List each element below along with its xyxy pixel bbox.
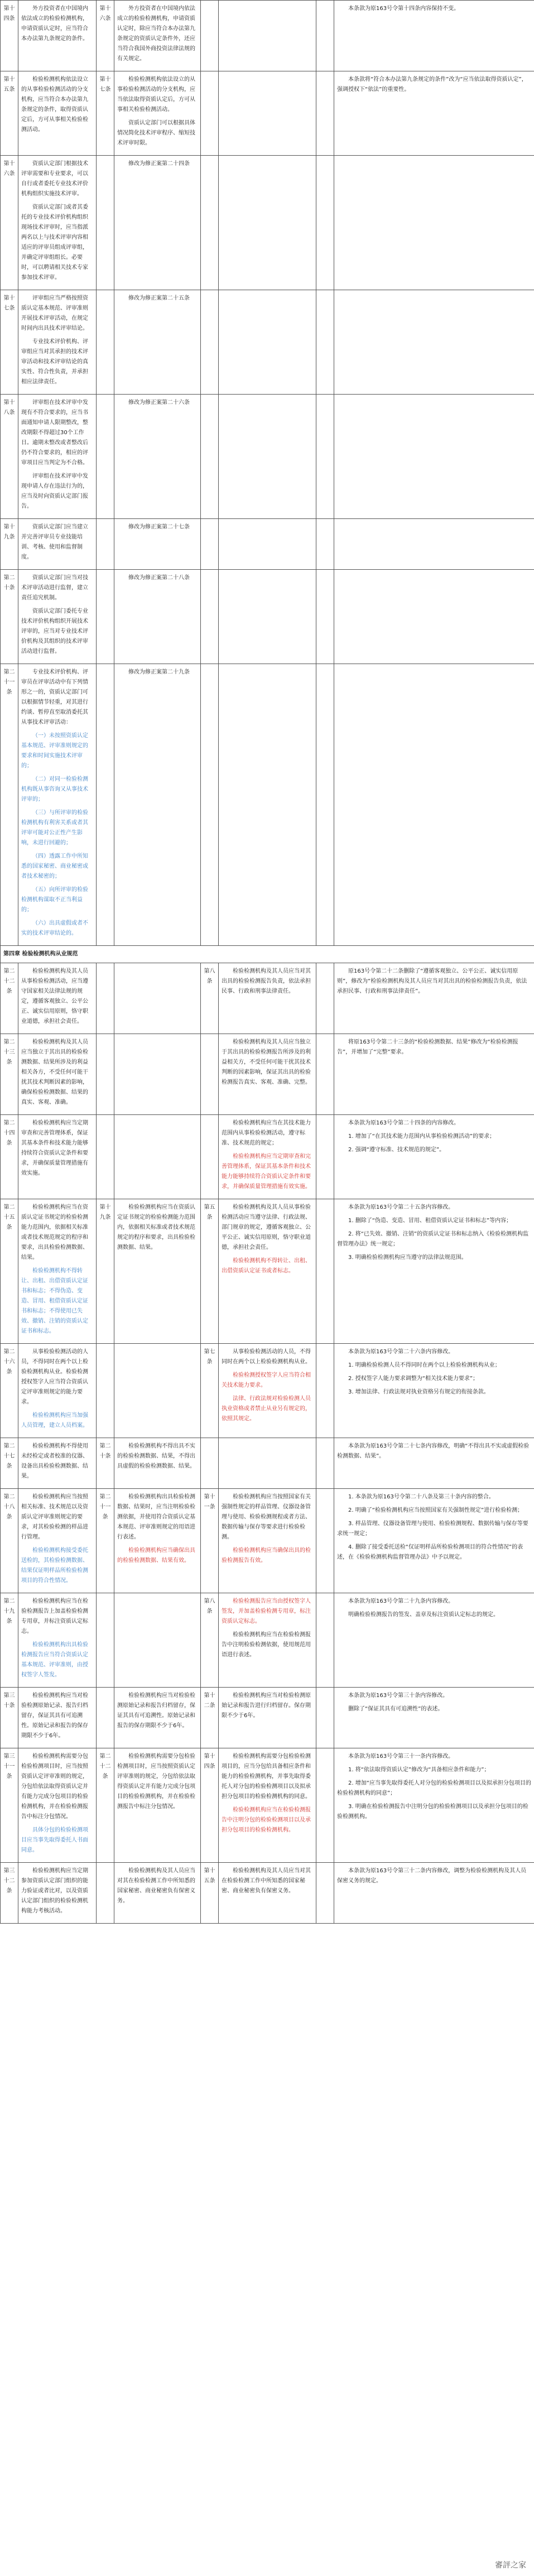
cell-c6 — [219, 1688, 316, 1748]
table-row — [1, 1748, 534, 1863]
cell-c6 — [219, 1593, 316, 1688]
cell-c4 — [114, 1344, 201, 1438]
cell-c8 — [334, 1344, 534, 1438]
cell-c7 — [316, 1199, 334, 1344]
cell-c4 — [114, 1593, 201, 1688]
cell-c3 — [97, 664, 114, 946]
cell-c7 — [316, 519, 334, 570]
cell-c4 — [114, 1489, 201, 1593]
cell-c4 — [114, 570, 201, 664]
cell-c5 — [201, 71, 219, 156]
clause-paragraph: 本条款为原163号令第三十二条内容修改，调整为检验检测机构及其人员保密义务的规定。 — [337, 1868, 527, 1884]
clause-paragraph: 检验检测机构需要分包检验检测项目时，应当按照资质认定评审准则的规定，分包给依法取得资质认定并有能力完成分包项目的检验检测机构，并在检验检测报告中标注分包情况。 — [117, 1753, 195, 1810]
cell-c1: 第十五条 — [1, 71, 18, 156]
cell-c8 — [334, 395, 534, 519]
clause-paragraph: 2. 强调“遵守标准、技术规范的规定”。 — [348, 1147, 445, 1153]
cell-c6 — [219, 1438, 316, 1489]
cell-c4 — [114, 963, 201, 1034]
clause-paragraph: 资质认定部门或者其委托的专业技术评价机构组织现场技术评审时，应当指派两名以上与技术评审内容相适应的评审员组成评审组，并确定评审组组长。必要时，可以聘请相关技术专家参加技术评审。 — [21, 204, 88, 281]
cell-c1: 第十六条 — [1, 156, 18, 290]
cell-c2 — [18, 519, 97, 570]
cell-c2 — [18, 290, 97, 395]
cell-c8 — [334, 1438, 534, 1489]
cell-c7 — [316, 1863, 334, 1924]
cell-c4 — [114, 1115, 201, 1199]
cell-c6 — [219, 156, 316, 290]
clause-paragraph: 1. 将“依法取得资质认定”修改为“具备相应条件和能力”； — [348, 1767, 490, 1773]
clause-paragraph: 1. 删除了“伪造、变造、冒用、租借资质认定证书和标志”等内容； — [348, 1218, 512, 1224]
clause-paragraph: 检验检测机构及其人员应当独立于其出具的检验检测报告所涉及的利益相关方，不受任何可能干扰其技术判断的因素影响，保证其出具的检验检测报告真实、客观、准确、完整。 — [222, 1039, 311, 1085]
cell-c3 — [97, 1344, 114, 1438]
clause-paragraph: （四）透露工作中所知悉的国家秘密、商业秘密或者技术秘密的； — [21, 853, 88, 880]
watermark: 審評之家 — [492, 2558, 530, 2572]
cell-c4 — [114, 1863, 201, 1924]
clause-paragraph: 检验检测机构及其人员应当对其出具的检验检测报告负责，依法承担民事、行政和刑事法律责任。 — [222, 968, 311, 994]
cell-c7 — [316, 156, 334, 290]
cell-c1: 第二十一条 — [1, 664, 18, 946]
cell-c4 — [114, 1688, 201, 1748]
table-row — [1, 1115, 534, 1199]
clause-paragraph: 检验检测机构应当对检验检测原始记录和报告归档留存，保证其具有可追溯性。原始记录和报告的保存期限不少于6年。 — [117, 1693, 195, 1729]
clause-paragraph: 修改为修正案第二十七条 — [128, 524, 190, 530]
cell-c1: 第三十条 — [1, 1688, 18, 1748]
clause-paragraph: 1. 增加了“在其技术能力范围内从事检验检测活动”的要求； — [348, 1133, 495, 1140]
clause-paragraph: 修改为修正案第二十九条 — [128, 669, 190, 675]
clause-paragraph: 检验检测机构应当加强人员管理，建立人员档案。 — [21, 1412, 88, 1429]
cell-c7 — [316, 71, 334, 156]
clause-paragraph: （三）与所评审的检验检测机构有利害关系或者其评审可能对公正性产生影响，未进行回避的； — [21, 810, 88, 846]
cell-c5: 第七条 — [201, 1344, 219, 1438]
cell-c2 — [18, 1688, 97, 1748]
cell-c6 — [219, 1748, 316, 1863]
cell-c1: 第二十条 — [1, 570, 18, 664]
cell-c3 — [97, 963, 114, 1034]
cell-c3 — [97, 1688, 114, 1748]
clause-paragraph: 外方投资者在中国境内依法成立的检验检测机构，申请资质认定时，应当符合本办法第九条规定的条件。 — [21, 6, 88, 42]
clause-paragraph: 检验检测机构需要分包检验检测项目的，应当分包给具备相应条件和能力的检验检测机构，并事先取得委托人对分包的检验检测项目以及拟承担分包项目的检验检测机构的同意。 — [222, 1753, 311, 1800]
cell-c2 — [18, 1593, 97, 1688]
table-row — [1, 963, 534, 1034]
cell-c4 — [114, 1438, 201, 1489]
cell-c8 — [334, 290, 534, 395]
clause-paragraph: 检验检测机构应当在检验检测报告中注明检验检测依据，使用规范用语进行表述。 — [222, 1632, 311, 1658]
clause-paragraph: 3. 样品管理、仪器设备管理与使用、检验检测规程、数据传输与保存等要求统一规定； — [337, 1521, 528, 1537]
cell-c2 — [18, 1438, 97, 1489]
clause-paragraph: 1. 明确检验检测人员不得同时在两个以上检验检测机构从业； — [348, 1362, 501, 1368]
clause-paragraph: 检验检测机构应当按照相关标准、技术规范以及资质认定评审准则规定的要求，对其检验检测的样品进行管理。 — [21, 1494, 88, 1540]
cell-c7 — [316, 290, 334, 395]
clause-paragraph: 检验检测授权签字人应当符合相关技术能力要求。 — [222, 1372, 311, 1388]
cell-c2 — [18, 963, 97, 1034]
table-row — [1, 1688, 534, 1748]
cell-c2 — [18, 156, 97, 290]
cell-c2 — [18, 1748, 97, 1863]
cell-c2 — [18, 570, 97, 664]
cell-c6 — [219, 1863, 316, 1924]
cell-c8 — [334, 664, 534, 946]
cell-c3 — [97, 1863, 114, 1924]
clause-paragraph: 2. 增加“应当事先取得委托人对分包的检验检测项目以及拟承担分包项目的检验检测机构的同意”； — [337, 1780, 531, 1796]
clause-paragraph: 检验检测机构及其人员应当对其在检验检测工作中所知悉的国家秘密、商业秘密负有保密义务。 — [117, 1868, 195, 1904]
clause-paragraph: 2. 明确了“检验检测机构应当按照国家有关强制性规定”进行检验检测； — [348, 1507, 523, 1513]
clause-paragraph: 4. 删除了接受委托送检“仅证明样品所检验检测项目的符合性情况”的表述，在《检验检测机构监督管理办法》中予以规定。 — [337, 1544, 523, 1560]
section-header-body — [1, 946, 534, 963]
clause-paragraph: 具体分包的检验检测项目应当事先取得委托人书面同意。 — [21, 1827, 88, 1853]
clause-paragraph: 本条款为原163号令第三十一条内容修改。 — [348, 1753, 454, 1760]
cell-c6 — [219, 1199, 316, 1344]
cell-c5 — [201, 1438, 219, 1489]
clause-paragraph: 评审组在技术评审中发现申请人存在违法行为的，应当及时向资质认定部门报告。 — [21, 473, 88, 510]
cell-c4 — [114, 395, 201, 519]
section-header-row — [1, 946, 534, 963]
clause-paragraph: 资质认定部门根据技术评审需要和专业要求，可以自行或者委托专业技术评价机构组织实施技术评审。 — [21, 161, 88, 197]
clause-paragraph: 检验检测机构应当在检验检测报告中注明分包的检验检测项目以及承担分包项目的检验检测机构。 — [222, 1807, 311, 1833]
cell-c8 — [334, 519, 534, 570]
clause-paragraph: 删除了“保证其具有可追溯性”的表述。 — [348, 1706, 444, 1712]
table-row — [1, 664, 534, 946]
cell-c1: 第二十四条 — [1, 1115, 18, 1199]
cell-c7 — [316, 1688, 334, 1748]
cell-c2 — [18, 71, 97, 156]
cell-c1: 第二十五条 — [1, 1199, 18, 1344]
cell-c5 — [201, 290, 219, 395]
clause-paragraph: 检验检测机构应当确保出具的检验检测报告有效。 — [222, 1547, 311, 1564]
cell-c6 — [219, 963, 316, 1034]
clause-paragraph: 检验检测机构应当定期参加资质认定部门组织的能力验证或者比对，以及资质认定部门组织的检验检测机构能力考核活动。 — [21, 1868, 88, 1914]
clause-paragraph: 专业技术评价机构、评审组应当对其承担的技术评审活动和技术评审结论的真实性、符合性负责，并承担相应法律责任。 — [21, 339, 88, 385]
cell-c8 — [334, 1489, 534, 1593]
clause-paragraph: 2. 将“已失效、撤销、注销”的资质认定证书和标志纳入《检验检测机构监督管理办法》统一规定； — [337, 1231, 529, 1247]
section-title: 第四章 检验检测机构从业规范 — [1, 946, 534, 963]
clause-paragraph: （五）向所评审的检验检测机构谋取不正当利益的； — [21, 887, 88, 913]
clause-paragraph: 检验检测机构应当对检验检测原始记录和报告进行归档留存。保存期限不少于6年。 — [222, 1693, 311, 1719]
clause-paragraph: 检验检测机构出具检验检测数据、结果时，应当注明检验检测依据，并使用符合资质认定基本规范、评审准则规定的用语进行表述。 — [117, 1494, 195, 1540]
cell-c7 — [316, 395, 334, 519]
table-row — [1, 1, 534, 71]
cell-c8 — [334, 1, 534, 71]
clause-paragraph: 3. 明确检验检测机构应当遵守的法律法规范围。 — [348, 1255, 467, 1261]
table-row — [1, 1199, 534, 1344]
cell-c5 — [201, 1115, 219, 1199]
clause-paragraph: 检验检测机构接受委托送检的，其检验检测数据、结果仅证明样品所检验检测项目的符合性情况。 — [21, 1547, 88, 1584]
cell-c5 — [201, 1, 219, 71]
cell-c7 — [316, 1489, 334, 1593]
clause-paragraph: 3. 明确在检验检测报告中注明分包的检验检测项目以及承担分包项目的检验检测机构。 — [337, 1804, 528, 1820]
cell-c6 — [219, 395, 316, 519]
cell-c2 — [18, 1863, 97, 1924]
cell-c7 — [316, 1438, 334, 1489]
clause-paragraph: 本条款为原163号令第三十条内容修改。 — [348, 1693, 449, 1699]
clause-paragraph: 检验检测机构依法设立的从事检验检测活动的分支机构，应当符合本办法第九条规定的条件，取得资质认定后，方可从事相关检验检测活动。 — [21, 76, 88, 133]
cell-c8 — [334, 71, 534, 156]
clause-paragraph: 检验检测机构及其人员应当独立于其出具的检验检测数据、结果所涉及的利益相关各方，不受任何可能干扰其技术判断因素的影响，确保检验检测数据、结果的真实、客观、准确。 — [21, 1039, 88, 1106]
cell-c5 — [201, 1034, 219, 1115]
cell-c7 — [316, 1593, 334, 1688]
cell-c4 — [114, 1748, 201, 1863]
cell-c6 — [219, 519, 316, 570]
cell-c8 — [334, 570, 534, 664]
cell-c7 — [316, 1034, 334, 1115]
cell-c2 — [18, 1344, 97, 1438]
cell-c5 — [201, 156, 219, 290]
cell-c1: 第二十六条 — [1, 1344, 18, 1438]
cell-c3: 第十七条 — [97, 71, 114, 156]
table-row — [1, 1344, 534, 1438]
clause-paragraph: 将原163号令第二十三条的“检验检测数据、结果”修改为“检验检测报告”，并增加了“完整”要求。 — [337, 1039, 518, 1055]
clause-paragraph: 外方投资者在中国境内依法成立的检验检测机构，申请资质认定时，除应当符合本办法第九条规定的资质认定条件外，还应当符合我国外商投资法律法规的有关规定。 — [117, 6, 195, 62]
cell-c2 — [18, 395, 97, 519]
cell-c3 — [97, 519, 114, 570]
cell-c3: 第二十一条 — [97, 1489, 114, 1593]
cell-c1: 第三十一条 — [1, 1748, 18, 1863]
clause-paragraph: 从事检验检测活动的人员，不得同时在两个以上检验检测机构从业。 — [222, 1349, 311, 1365]
clause-paragraph: 评审组应当严格按照资质认定基本规范、评审准则开展技术评审活动，在规定时间内出具技术评审结论。 — [21, 295, 88, 331]
cell-c1: 第二十二条 — [1, 963, 18, 1034]
cell-c5: 第十五条 — [201, 1863, 219, 1924]
clause-paragraph: 2. 授权签字人能力要求调整为“相关技术能力要求”； — [348, 1376, 479, 1382]
cell-c5: 第五条 — [201, 1199, 219, 1344]
cell-c6 — [219, 1, 316, 71]
cell-c6 — [219, 1115, 316, 1199]
cell-c7 — [316, 963, 334, 1034]
cell-c8 — [334, 1115, 534, 1199]
clause-paragraph: 本条款将“符合本办法第九条规定的条件”改为“应当依法取得资质认定”，强调授权下“依法”的重要性。 — [337, 76, 527, 93]
clause-paragraph: 检验检测机构需要分包检验检测项目时，应当按照资质认定评审准则的规定，分包给依法取得资质认定并有能力完成分包项目的检验检测机构，并在检验检测报告中标注分包情况。 — [21, 1753, 88, 1820]
table-row — [1, 156, 534, 290]
clause-paragraph: 原163号令第二十二条删除了“遵循客观独立、公平公正、诚实信用原则”，修改为“检验检测机构及其人员应当对其出具的检验检测报告负责，依法承担民事、行政和刑事法律责任”。 — [337, 968, 527, 994]
cell-c5: 第八条 — [201, 963, 219, 1034]
cell-c3 — [97, 156, 114, 290]
cell-c3 — [97, 290, 114, 395]
clause-paragraph: 检验检测机构及其人员应当对其在检验检测工作中所知悉的国家秘密、商业秘密负有保密义务。 — [222, 1868, 311, 1894]
cell-c2 — [18, 1199, 97, 1344]
table-row — [1, 1034, 534, 1115]
table-body-part-2 — [1, 963, 534, 1924]
cell-c3 — [97, 1115, 114, 1199]
clause-paragraph: 检验检测机构及其人员从事检验检测活动，应当遵守国家相关法律法规的规定，遵循客观独立、公平公正、诚实信用原则，恪守职业道德，承担社会责任。 — [21, 968, 88, 1025]
cell-c6 — [219, 664, 316, 946]
clause-paragraph: 检验检测机构应当在资质认定证书规定的检验检测能力范围内，依据相关标准或者技术规范规定的程序和要求，出具检验检测数据、结果。 — [21, 1204, 88, 1261]
cell-c5 — [201, 664, 219, 946]
clause-paragraph: 本条款为原163号令第二十九条内容修改。 — [348, 1598, 454, 1604]
clause-paragraph: （一）未按照资质认定基本规范、评审准则规定的要求和时间实施技术评审的； — [21, 733, 88, 769]
cell-c1: 第十九条 — [1, 519, 18, 570]
clause-paragraph: 资质认定部门应当建立并完善评审员专业技能培训、考核、使用和监督制度。 — [21, 524, 88, 560]
cell-c1: 第二十七条 — [1, 1438, 18, 1489]
cell-c2 — [18, 1034, 97, 1115]
cell-c6 — [219, 71, 316, 156]
cell-c3: 第二十条 — [97, 1438, 114, 1489]
cell-c6 — [219, 290, 316, 395]
cell-c1: 第十八条 — [1, 395, 18, 519]
table-row — [1, 1593, 534, 1688]
clause-paragraph: 检验检测机构应当定期审查和完善管理体系，保证其基本条件和技术能力能够持续符合资质认定条件和要求，并确保质量管理措施有效实施。 — [222, 1154, 311, 1190]
cell-c6 — [219, 1489, 316, 1593]
cell-c3 — [97, 1593, 114, 1688]
clause-paragraph: 本条款为原163号令第二十五条内容修改。 — [348, 1204, 454, 1210]
cell-c7 — [316, 1748, 334, 1863]
cell-c4 — [114, 1, 201, 71]
clause-paragraph: 检验检测机构不得使用未经检定或者校准的仪器、设备出具检验检测数据、结果。 — [21, 1443, 88, 1479]
clause-paragraph: 本条款为原163号令第二十六条内容修改。 — [348, 1349, 454, 1355]
table-row — [1, 570, 534, 664]
cell-c6 — [219, 1344, 316, 1438]
table-row — [1, 1438, 534, 1489]
cell-c3 — [97, 1034, 114, 1115]
cell-c3 — [97, 570, 114, 664]
cell-c6 — [219, 570, 316, 664]
table-body-part-1 — [1, 1, 534, 946]
cell-c4 — [114, 156, 201, 290]
table-row — [1, 1863, 534, 1924]
cell-c8 — [334, 1034, 534, 1115]
cell-c8 — [334, 1748, 534, 1863]
clause-paragraph: 检验检测机构不得转让、出租、出借资质认定证书和标志；不得伪造、变造、冒用、租借资质认定证书和标志；不得使用已失效、撤销、注销的资质认定证书和标志。 — [21, 1268, 88, 1334]
cell-c1: 第三十二条 — [1, 1863, 18, 1924]
clause-paragraph: 专业技术评价机构、评审员在评审活动中有下列情形之一的，资质认定部门可以根据情节轻重，对其进行约谈、暂停直至取消委托其从事技术评审活动： — [21, 669, 88, 725]
cell-c4 — [114, 290, 201, 395]
clause-paragraph: 检验检测机构依法设立的从事检验检测活动的分支机构，应当依法取得资质认定后，方可从事相关检验检测活动。 — [117, 76, 195, 113]
cell-c2 — [18, 1, 97, 71]
clause-paragraph: 评审组在技术评审中发现有不符合要求的，应当书面通知申请人限期整改，整改期限不得超过30个工作日。逾期未整改或者整改后仍不符合要求的，相应的评审项目应当判定为不合格。 — [21, 400, 88, 466]
clause-paragraph: （六）出具虚假或者不实的技术评审结论的。 — [21, 920, 88, 936]
cell-c8 — [334, 156, 534, 290]
clause-paragraph: 检验检测机构应当在资质认定证书规定的检验检测能力范围内，依据相关标准或者技术规范规定的程序和要求，出具检验检测数据、结果。 — [117, 1204, 195, 1251]
clause-paragraph: 检验检测机构应当在检验检测报告上加盖检验检测专用章，并标注资质认定标志。 — [21, 1598, 88, 1635]
cell-c3: 第二十二条 — [97, 1748, 114, 1863]
cell-c2 — [18, 1489, 97, 1593]
clause-paragraph: 资质认定部门委托专业技术评价机构组织开展技术评审的，应当对专业技术评价机构及其组织的技术评审活动进行监督。 — [21, 608, 88, 655]
clause-paragraph: 检验检测机构出具检验检测报告应当符合资质认定基本规范、评审准则，由授权签字人签发。 — [21, 1642, 88, 1678]
cell-c8 — [334, 1199, 534, 1344]
clause-paragraph: 本条款为原163号令第二十七条内容修改，明确“不得出具不实或虚假检验检测数据、结果”。 — [337, 1443, 530, 1459]
cell-c1: 第二十八条 — [1, 1489, 18, 1593]
table-row — [1, 290, 534, 395]
clause-paragraph: 1. 本条款为原163号令第二十八条及第三十条内容的整合。 — [348, 1494, 494, 1500]
clause-paragraph: 修改为修正案第二十八条 — [128, 575, 190, 581]
clause-paragraph: 从事检验检测活动的人员，不得同时在两个以上检验检测机构从业。检验检测授权签字人应当符合资质认定评审准则规定的能力要求。 — [21, 1349, 88, 1405]
cell-c4 — [114, 1199, 201, 1344]
cell-c7 — [316, 1, 334, 71]
cell-c5: 第十二条 — [201, 1688, 219, 1748]
clause-paragraph: 3. 增加法律、行政法规对执业资格另有规定的衔接条款。 — [348, 1389, 489, 1395]
clause-paragraph: 资质认定部门可以根据具体情况简化技术评审程序、缩短技术评审时限。 — [117, 120, 195, 146]
cell-c8 — [334, 1593, 534, 1688]
clause-paragraph: 检验检测机构应当对检验检测原始记录、报告归档留存，保证其具有可追溯性。原始记录和报告的保存期限不少于6年。 — [21, 1693, 88, 1739]
cell-c1: 第二十九条 — [1, 1593, 18, 1688]
table-row — [1, 395, 534, 519]
clause-paragraph: 检验检测机构不得转让、出租、出借资质认定证书或者标志。 — [222, 1258, 311, 1274]
cell-c7 — [316, 664, 334, 946]
clause-paragraph: 检验检测机构应当定期审查和完善管理体系，保证其基本条件和技术能力能够持续符合资质认定条件和要求，并确保质量管理措施有效实施。 — [21, 1120, 88, 1176]
clause-paragraph: 检验检测机构应当在其技术能力范围内从事检验检测活动，遵守标准、技术规范的规定； — [222, 1120, 311, 1146]
cell-c5 — [201, 570, 219, 664]
cell-c6 — [219, 1034, 316, 1115]
clause-paragraph: 修改为修正案第二十六条 — [128, 400, 190, 406]
cell-c3: 第十六条 — [97, 1, 114, 71]
clause-paragraph: 明确检验检测报告的签发、盖章及标注资质认定标志的规定。 — [348, 1612, 499, 1618]
clause-paragraph: 修改为修正案第二十四条 — [128, 161, 190, 167]
cell-c5 — [201, 395, 219, 519]
cell-c1: 第十四条 — [1, 1, 18, 71]
clause-paragraph: 法律、行政法规对检验检测人员执业资格或者禁止从业另有规定的，依照其规定。 — [222, 1396, 311, 1422]
cell-c8 — [334, 1688, 534, 1748]
table-row — [1, 71, 534, 156]
cell-c5: 第十一条 — [201, 1489, 219, 1593]
cell-c5 — [201, 519, 219, 570]
cell-c4 — [114, 519, 201, 570]
cell-c1: 第二十三条 — [1, 1034, 18, 1115]
clause-paragraph: 检验检测机构应当按照国家有关强制性规定的样品管理、仪器设备管理与使用、检验检测规程或者方法、数据传输与保存等要求进行检验检测。 — [222, 1494, 311, 1540]
cell-c4 — [114, 664, 201, 946]
cell-c2 — [18, 664, 97, 946]
cell-c8 — [334, 1863, 534, 1924]
cell-c4 — [114, 1034, 201, 1115]
clause-paragraph: 检验检测机构及其人员从事检验检测活动应当遵守法律、行政法规、部门规章的规定，遵循客观独立、公平公正、诚实信用原则，恪守职业道德，承担社会责任。 — [222, 1204, 311, 1251]
table-row — [1, 1489, 534, 1593]
clause-paragraph: 资质认定部门应当对技术评审活动进行监督，建立责任追究机制。 — [21, 575, 88, 601]
cell-c1: 第十七条 — [1, 290, 18, 395]
clause-paragraph: 检验检测机构应当确保出具的检验检测数据、结果有效。 — [117, 1547, 195, 1564]
table-row — [1, 519, 534, 570]
cell-c8 — [334, 963, 534, 1034]
cell-c7 — [316, 570, 334, 664]
cell-c2 — [18, 1115, 97, 1199]
clause-paragraph: 检验检测机构不得出具不实的检验检测数据、结果，不得出具虚假的检验检测数据、结果。 — [117, 1443, 195, 1469]
clause-paragraph: 检验检测报告应当由授权签字人签发，并加盖检验检测专用章，标注资质认定标志。 — [222, 1598, 311, 1625]
cell-c3 — [97, 395, 114, 519]
clause-paragraph: 修改为修正案第二十五条 — [128, 295, 190, 301]
cell-c3: 第十九条 — [97, 1199, 114, 1344]
cell-c7 — [316, 1115, 334, 1199]
cell-c5: 第八条 — [201, 1593, 219, 1688]
clause-paragraph: 本条款为原163号令第十四条内容保持不变。 — [348, 6, 460, 12]
clause-paragraph: （二）对同一检验检测机构既从事咨询又从事技术评审的； — [21, 776, 88, 802]
clause-paragraph: 本条款为原163号令第二十四条的内容修改。 — [348, 1120, 460, 1126]
cell-c7 — [316, 1344, 334, 1438]
cell-c5: 第十四条 — [201, 1748, 219, 1863]
cell-c4 — [114, 71, 201, 156]
